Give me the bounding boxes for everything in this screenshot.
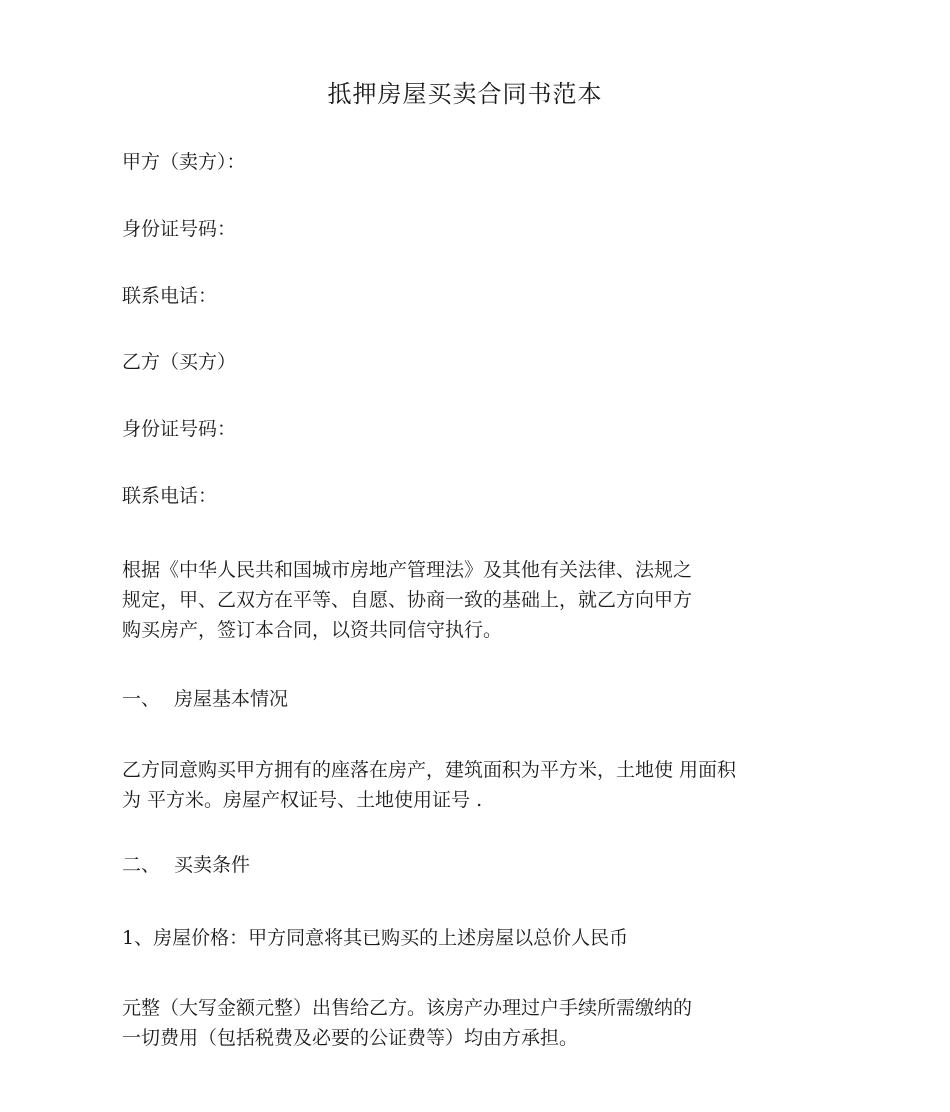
section-1-line: 为 平方米。房屋产权证号、土地使用证号 . [122, 789, 483, 811]
section-2-heading [122, 850, 250, 880]
preamble-line: 根据《中华人民共和国城市房地产管理法》及其他有关法律、法规之 [122, 559, 693, 581]
clause-1: 1、房屋价格：甲方同意将其已购买的上述房屋以总价人民币 [122, 927, 629, 949]
party-b-id-label: 身份证号码： [122, 418, 237, 440]
clause-1-continuation [122, 993, 692, 1053]
clause-1-line: 元整（大写金额元整）出售给乙方。该房产办理过户手续所需缴纳的 [122, 997, 693, 1019]
section-1-number: 一、 [122, 688, 161, 710]
section-1-body [122, 755, 736, 815]
party-b-label: 乙方（买方） [122, 351, 237, 373]
party-a-id-label: 身份证号码： [122, 218, 237, 240]
party-b-phone-label: 联系电话： [122, 485, 218, 507]
party-a-label: 甲方（卖方）： [122, 151, 246, 173]
document-title: 抵押房屋买卖合同书范本 [327, 80, 603, 108]
section-1-line: 乙方同意购买甲方拥有的座落在房产，建筑面积为平方米，土地使 用面积 [122, 759, 737, 781]
section-2-title: 买卖条件 [174, 854, 251, 876]
preamble-line: 规定，甲、乙双方在平等、自愿、协商一致的基础上，就乙方向甲方 [122, 589, 693, 611]
preamble-paragraph [122, 555, 692, 645]
clause-1-line: 一切费用（包括税费及必要的公证费等）均由方承担。 [122, 1027, 579, 1049]
section-1-title: 房屋基本情况 [174, 688, 289, 710]
preamble-line: 购买房产，签订本合同，以资共同信守执行。 [122, 619, 503, 641]
party-a-phone-label: 联系电话： [122, 285, 218, 307]
section-1-heading [122, 684, 288, 714]
section-2-number: 二、 [122, 854, 161, 876]
